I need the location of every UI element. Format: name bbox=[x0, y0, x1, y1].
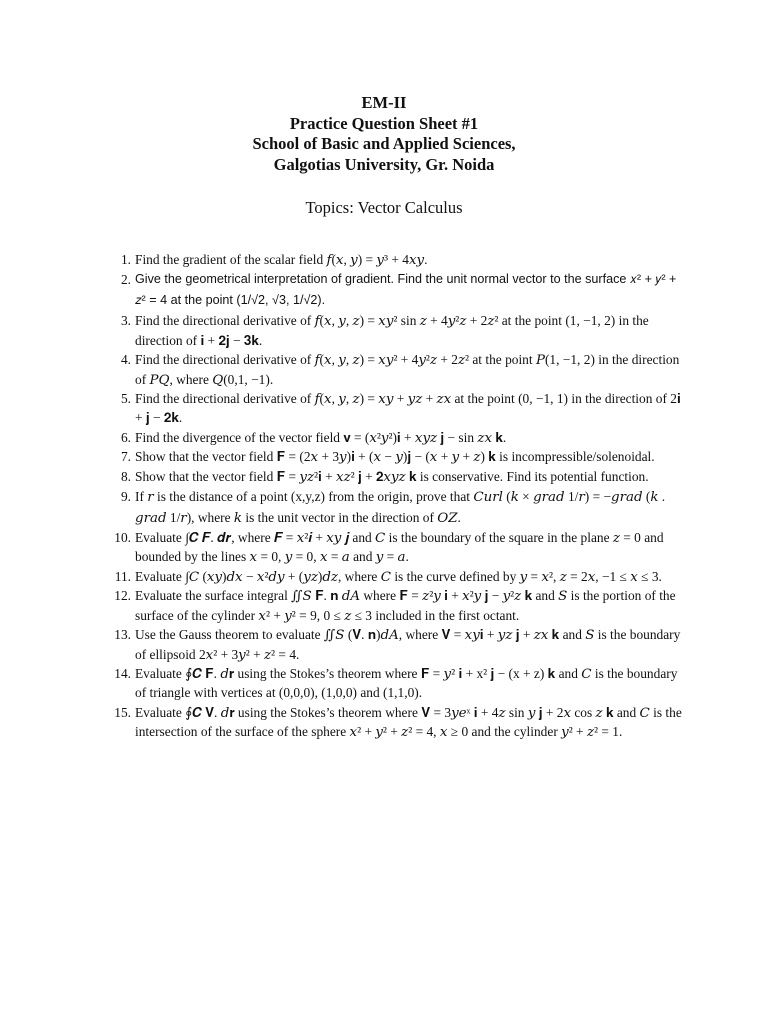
question-item bbox=[104, 528, 684, 567]
question-text: If 𝑟 is the distance of a point (x,y,z) from the origin, prove that 𝐶𝑢𝑟𝑙 (𝑘 × 𝑔𝑟𝑎𝑑 1/𝑟) = −𝑔𝑟𝑎𝑑 (𝑘 . 𝑔𝑟𝑎𝑑 1/𝑟), where 𝑘 is the unit vector in the direction of 𝑂𝑍. bbox=[135, 489, 666, 526]
sheet-title: Practice Question Sheet #1 bbox=[289, 113, 479, 133]
question-item bbox=[104, 447, 684, 466]
question-item bbox=[104, 567, 684, 586]
question-number: 5. bbox=[120, 391, 131, 407]
question-item bbox=[104, 350, 684, 389]
question-number: 9. bbox=[120, 489, 131, 505]
question-text: Evaluate ∫𝑪 𝑭. 𝒅𝒓, where 𝑭 = 𝑥²𝒊 + 𝑥𝑦 𝒋 and 𝐶 is the boundary of the square in the plane 𝑧 = 0 and bounded by the lines 𝑥 = 0, 𝑦 = 0, 𝑥 = 𝑎 and 𝑦 = 𝑎. bbox=[135, 530, 664, 565]
question-number: 2. bbox=[120, 272, 131, 288]
question-number: 13. bbox=[114, 627, 131, 643]
question-text: Evaluate the surface integral ∬𝑆 𝐅. 𝐧 𝑑𝐴 where 𝐅 = 𝑧²𝑦 𝐢 + 𝑥²𝑦 𝐣 − 𝑦²𝑧 𝐤 and 𝑆 is the portion of the surface of the cylinder 𝑥² + 𝑦² = 9, 0 ≤ 𝑧 ≤ 3 included in the first octant. bbox=[135, 588, 676, 623]
question-text: Find the directional derivative of 𝑓(𝑥, 𝑦, 𝑧) = 𝑥𝑦² sin 𝑧 + 4𝑦²𝑧 + 2𝑧² at the point (1, −1, 2) in the direction of 𝐢 + 𝟐𝐣 − 𝟑𝐤. bbox=[135, 313, 649, 348]
question-text: Evaluate ∮𝑪 𝐕. 𝑑𝐫 using the Stokes’s theorem where 𝐕 = 3𝑦𝑒ˣ 𝐢 + 4𝑧 sin 𝑦 𝐣 + 2𝑥 cos 𝑧 𝐤 and 𝐶 is the intersection of the surface of the sphere 𝑥² + 𝑦² + 𝑧² = 4, 𝑥 ≥ 0 and the cylinder 𝑦² + 𝑧² = 1. bbox=[135, 704, 682, 740]
question-number: 15. bbox=[114, 704, 131, 720]
question-text: Find the directional derivative of 𝑓(𝑥, 𝑦, 𝑧) = 𝑥𝑦 + 𝑦𝑧 + 𝑧𝑥 at the point (0, −1, 1) in the direction of 2𝐢 + 𝐣 − 𝟐𝐤. bbox=[135, 391, 681, 426]
question-item bbox=[104, 269, 684, 311]
question-text: Use the Gauss theorem to evaluate ∬𝑆 (𝐕. 𝐧)𝑑𝐴, where 𝐕 = 𝑥𝑦𝐢 + 𝑦𝑧 𝐣 + 𝑧𝑥 𝐤 and 𝑆 is the boundary of ellipsoid 2𝑥² + 3𝑦² + 𝑧² = 4. bbox=[135, 627, 681, 662]
university-name: Galgotias University, Gr. Noida bbox=[273, 154, 495, 174]
question-text: Evaluate ∫𝐶 (𝑥𝑦)𝑑𝑥 − 𝑥²𝑑𝑦 + (𝑦𝑧)𝑑𝑧, where 𝐶 is the curve defined by 𝑦 = 𝑥², 𝑧 = 2𝑥, −1 ≤ 𝑥 ≤ 3. bbox=[135, 568, 662, 584]
question-text: Find the directional derivative of 𝑓(𝑥, 𝑦, 𝑧) = 𝑥𝑦² + 4𝑦²𝑧 + 2𝑧² at the point 𝑃(1, −1, 2) in the direction of 𝑃𝑄, where 𝑄(0,1, −1). bbox=[135, 352, 680, 387]
question-number: 11. bbox=[114, 568, 131, 584]
course-title: EM-II bbox=[361, 93, 407, 112]
question-item bbox=[104, 625, 684, 664]
question-item bbox=[104, 467, 684, 486]
question-text: Give the geometrical interpretation of gradient. Find the unit normal vector to the surface 𝑥² + 𝑦² + 𝑧² = 4 at the point (1/√2, √3, 1/√2). bbox=[135, 272, 677, 308]
question-number: 8. bbox=[120, 468, 131, 484]
question-item bbox=[104, 586, 684, 625]
school-name: School of Basic and Applied Sciences, bbox=[252, 134, 516, 153]
question-item bbox=[104, 311, 684, 350]
question-item bbox=[104, 250, 684, 269]
question-number: 7. bbox=[120, 449, 131, 465]
document-header bbox=[0, 93, 768, 175]
question-item bbox=[104, 486, 684, 528]
question-number: 10. bbox=[114, 530, 131, 546]
question-item bbox=[104, 664, 684, 703]
question-number: 6. bbox=[120, 429, 131, 445]
question-text: Show that the vector field 𝐅 = 𝑦𝑧²𝐢 + 𝑥𝑧² 𝐣 + 𝟐𝑥𝑦𝑧 𝐤 is conservative. Find its potential function. bbox=[135, 468, 649, 484]
question-item bbox=[104, 703, 684, 742]
question-item bbox=[104, 389, 684, 428]
question-text: Evaluate ∮𝑪 𝐅. 𝑑𝐫 using the Stokes’s theorem where 𝐅 = 𝑦² 𝐢 + x² 𝐣 − (x + z) 𝐤 and 𝐶 is the boundary of triangle with vertices at (0,0,0), (1,0,0) and (1,1,0). bbox=[135, 665, 678, 701]
question-number: 12. bbox=[114, 588, 131, 604]
question-text: Show that the vector field 𝐅 = (2𝑥 + 3𝑦)𝐢 + (𝑥 − 𝑦)𝐣 − (𝑥 + 𝑦 + 𝑧) 𝐤 is incompressible/solenoidal. bbox=[135, 449, 655, 465]
question-list bbox=[104, 250, 684, 742]
question-item bbox=[104, 428, 684, 447]
question-number: 3. bbox=[120, 313, 131, 329]
question-number: 14. bbox=[114, 665, 131, 681]
question-number: 1. bbox=[120, 252, 131, 267]
question-text: Find the divergence of the vector field 𝐯 = (𝑥²𝑦²)𝐢 + 𝑥𝑦𝑧 𝐣 − sin 𝑧𝑥 𝐤. bbox=[135, 429, 507, 445]
question-text: Find the gradient of the scalar field 𝑓(𝑥, 𝑦) = 𝑦³ + 4𝑥𝑦. bbox=[135, 252, 428, 267]
question-number: 4. bbox=[120, 352, 131, 368]
topics-line: Topics: Vector Calculus bbox=[305, 198, 463, 217]
